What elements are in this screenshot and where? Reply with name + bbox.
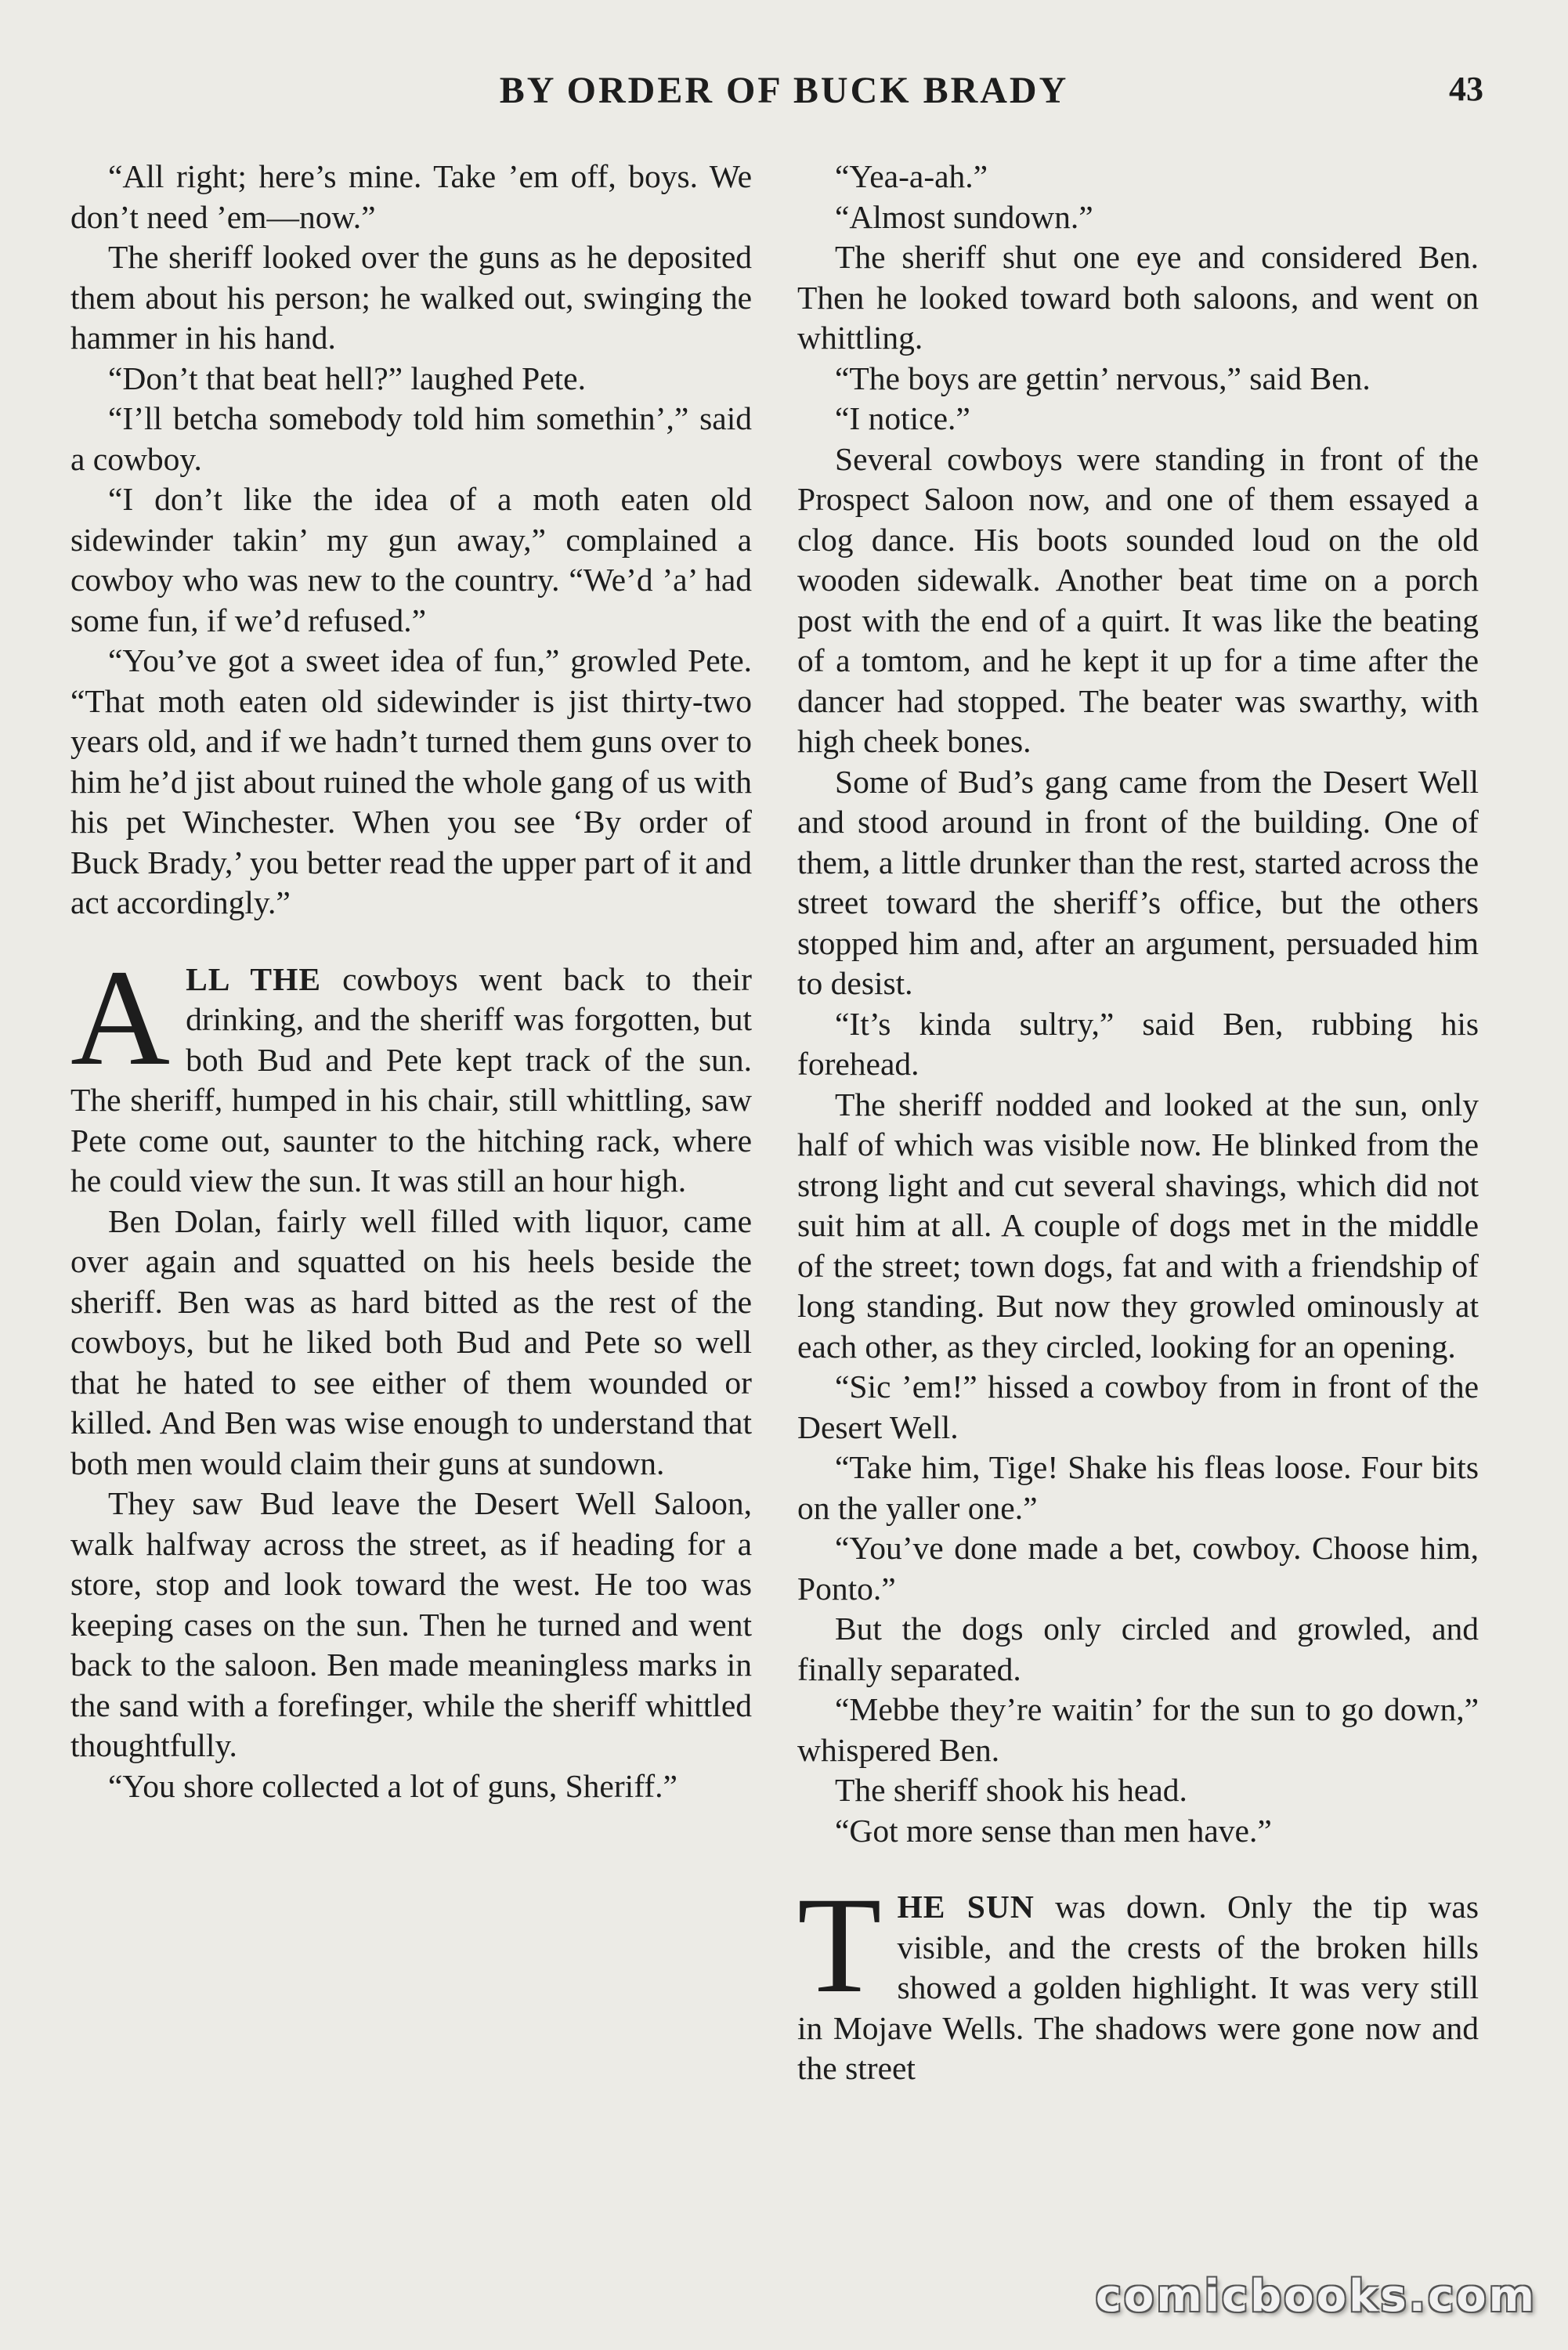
lead-caps: LL THE [186,960,322,997]
paragraph: Ben Dolan, fairly well filled with liquor, came over again and squatted on his heels beside the sheriff. Ben was as hard bitted as the rest of the cowboys, but he liked both Bud and Pete so well that he hated to see either of them wounded or killed. And Ben was wise enough to understand that both men would claim their guns at sundown. [70,1202,752,1481]
paragraph: “Take him, Tige! Shake his fleas loose. Four bits on the yaller one.” [797,1449,1479,1526]
paragraph: The sheriff shook his head. [835,1772,1187,1808]
paragraph: Some of Bud’s gang came from the Desert Well and stood around in front of the building. One of them, a little drunker than the rest, started across the street toward the sheriff’s office, but the others stopped him and, after an argument, persuaded him to desist. [797,763,1479,1001]
paragraph: The sheriff looked over the guns as he deposited them about his person; he walked out, swinging the hammer in his hand. [70,239,752,356]
paragraph: “You’ve got a sweet idea of fun,” growled Pete. “That moth eaten old sidewinder is jist thirty-two years old, and if we hadn’t turned them guns over to him he’d jist about ruined the whole gang of us with his pet Winchester. When you see ‘By order of Buck Brady,’ you better read the upper part of it and act accordingly.” [70,642,752,920]
paragraph: “Got more sense than men have.” [835,1812,1272,1849]
section-break-a [70,941,752,1807]
paragraph: The sheriff nodded and looked at the sun, only half of which was visible now. He blinked from the strong light and cut several shavings, which did not suit him at all. A couple of dogs met in the middle of the street; town dogs, fat and with a friendship of long standing. But now they growled ominously at each other, as they circled, looking for an opening. [797,1086,1479,1365]
paragraph: “Almost sundown.” [835,198,1093,235]
section-break-t [797,1869,1479,2089]
lead-text: cowboys went back to their drinking, and the sheriff was forgotten, but both Bud and Pete kept track of the sun. The sheriff, humped in his chair, still whittling, saw Pete come out, saunter to the hitching rack, where he could view the sun. It was still an hour high. [70,960,752,1198]
paragraph: “The boys are gettin’ nervous,” said Ben. [835,360,1371,396]
running-title: BY ORDER OF BUCK BRADY [499,70,1069,111]
section-lead-paragraph [797,1869,1479,2089]
paragraph: “I notice.” [835,400,970,436]
section-lead-paragraph [70,941,752,1202]
paragraph: “Mebbe they’re waitin’ for the sun to go down,” whispered Ben. [797,1691,1479,1768]
right-column [797,157,1479,2089]
paragraph: “You’ve done made a bet, cowboy. Choose him, Ponto.” [797,1530,1479,1607]
paragraph: “It’s kinda sultry,” said Ben, rubbing his forehead. [797,1005,1479,1082]
paragraph: They saw Bud leave the Desert Well Saloon, walk halfway across the street, as if heading for a store, stop and look toward the west. He too was keeping cases on the sun. Then he turned and went back to the saloon. Ben made meaningless marks in the sand with a forefinger, while the sheriff whittled thoughtfully. [70,1485,752,1763]
paragraph: “Sic ’em!” hissed a cowboy from in front of the Desert Well. [797,1368,1479,1445]
paragraph: “Yea-a-ah.” [835,158,988,194]
paragraph: “You shore collected a lot of guns, Sheriff.” [108,1767,677,1804]
drop-cap: A [70,941,171,1094]
page-number: 43 [1449,70,1483,108]
paragraph: “I’ll betcha somebody told him somethin’,” said a cowboy. [70,400,752,477]
drop-cap: T [797,1869,882,2022]
paragraph: The sheriff shut one eye and considered Ben. Then he looked toward both saloons, and went on whittling. [797,239,1479,356]
lead-text: was down. Only the tip was visible, and the crests of the broken hills showed a golden highlight. It was very still in Mojave Wells. The shadows were gone now and the street [797,1889,1479,2086]
paragraph: “Don’t that beat hell?” laughed Pete. [108,360,586,396]
paragraph: Several cowboys were standing in front of the Prospect Saloon now, and one of them essayed a clog dance. His boots sounded loud on the old wooden sidewalk. Another beat time on a porch post with the end of a quirt. It was like the beating of a tomtom, and he kept it up for a time after the dancer had stopped. The beater was swarthy, with high cheek bones. [797,440,1479,759]
watermark: comicbooks.com [1095,2271,1537,2322]
paragraph: “All right; here’s mine. Take ’em off, boys. We don’t need ’em—now.” [70,158,752,235]
page-header [0,69,1568,116]
left-column [70,157,752,1806]
paragraph: “I don’t like the idea of a moth eaten old sidewinder takin’ my gun away,” complained a cowboy who was new to the country. “We’d ’a’ had some fun, if we’d refused.” [70,481,752,638]
paragraph: But the dogs only circled and growled, and finally separated. [797,1611,1479,1687]
lead-caps: HE SUN [897,1889,1035,1925]
